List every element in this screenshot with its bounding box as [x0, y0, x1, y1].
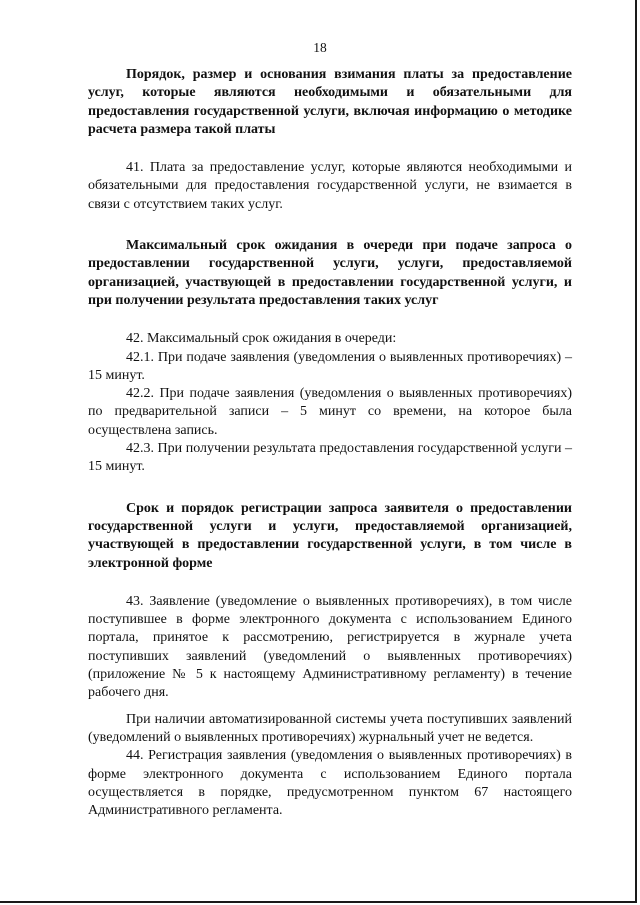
- paragraph-42-2: 42.2. При подаче заявления (уведомления о выявленных противоречиях) по предварительной записи – 5 минут со времени, на которое была осуществлена запись.: [88, 386, 572, 438]
- paragraph-automated-system: При наличии автоматизированной системы учета поступивших заявлений (уведомлений о выявленных противоречиях) журнальный учет не ведется.: [88, 711, 572, 745]
- paragraph-42-1: 42.1. При подаче заявления (уведомления о выявленных противоречиях) – 15 минут.: [88, 349, 572, 383]
- page-number: 18: [313, 40, 327, 55]
- paragraph-41: 41. Плата за предоставление услуг, которые являются необходимыми и обязательными для предоставления государственной услуги, не взимается в связи с отсутствием таких услуг.: [88, 160, 572, 212]
- paragraph-44: 44. Регистрация заявления (уведомления о выявленных противоречиях) в форме электронного документа с использованием Единого портала осуществляется в порядке, предусмотренном пунктом 67 настоящего Административного регламента.: [88, 748, 572, 819]
- section-heading-queue-time: Максимальный срок ожидания в очереди при подаче запроса о предоставлении государственной услуги, услуги, предоставляемой организацией, участвующей в предоставлении государственной услуги, и при получении результата предоставления таких услуг: [88, 238, 572, 308]
- section-heading-fee: Порядок, размер и основания взимания платы за предоставление услуг, которые являются необходимыми и обязательными для предоставления государственной услуги, включая информацию о методике расчета размера такой платы: [88, 67, 572, 137]
- document-body: [88, 66, 572, 820]
- section-heading-registration: Срок и порядок регистрации запроса заявителя о предоставлении государственной услуги и услуги, предоставляемой организацией, участвующей в предоставлении государственной услуги, в том числе в электронной форме: [88, 500, 572, 571]
- paragraph-42: 42. Максимальный срок ожидания в очереди:: [126, 331, 397, 347]
- paragraph-43: 43. Заявление (уведомление о выявленных противоречиях), в том числе поступившее в форме электронного документа с использованием Единого портала, принятое к рассмотрению, регистрируется в журнале учета поступивших заявлений (уведомлений о выявленных противоречиях) (приложение № 5 к настоящему Административному регламенту) в течение рабочего дня.: [88, 593, 572, 701]
- paragraph-42-3: 42.3. При получении результата предоставления государственной услуги – 15 минут.: [88, 441, 572, 475]
